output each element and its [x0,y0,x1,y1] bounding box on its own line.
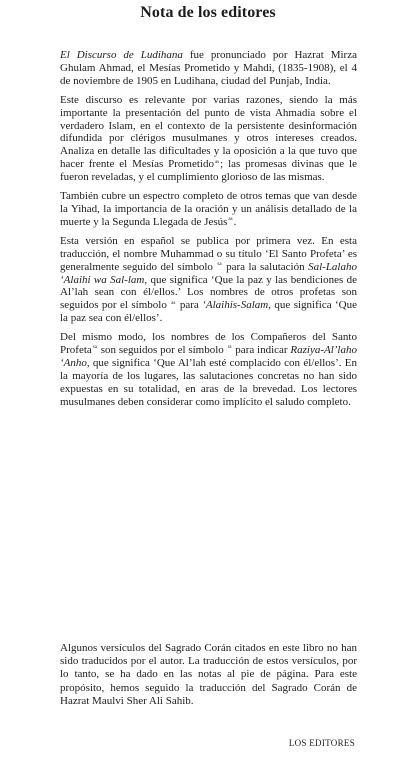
paragraph-4-text-e: , que significa ‘Que la paz sea con él/ellos’. [60,299,357,325]
book-title: El Discurso de Ludihana [60,49,183,61]
salutation-symbol-as: as [214,159,220,165]
paragraph-4-text-c: , que significa ‘Que la paz y las bendiciones de Al’lah sean con él/ellos.’ Los nombres de otros profetas son seguidos por el símbolo [60,273,357,312]
paragraph-5-text-c: para indicar [232,344,291,357]
paragraph-5-text-b: son seguidos por el símbolo [97,344,227,357]
page-title: Nota de los editores [140,4,276,21]
paragraph-5-text-d: , que significa ‘Que Al’lah esté complacido con él/ellos’. En la mayoría de los lugares, las salutaciones concretas no han sido expuestas en su totalidad, en aras de la brevedad. Los lectores musulmanes deben considerar como implícito el saludo completo. [60,356,357,408]
salutation-symbol-as: as [171,300,176,306]
paragraph-4-text-b: para la salutación [222,260,309,273]
editors-signature: LOS EDITORES [288,738,355,748]
salutation-symbol-ra: ra [227,345,232,351]
paragraph-1 [60,49,357,88]
salutation-phrase-saw: Sal-Lalaho ‘Alaihi wa Sal-lam [60,260,357,286]
paragraph-5-text-a: Del mismo modo, los nombres de los Compañeros del Santo Profeta [60,331,357,357]
paragraph-2-text-a: Este discurso es relevante por varias razones, siendo la más importante la presentación del punto de vista Ahmadía sobre el verdadero Islam, en el contexto de la persistente desinformación difundida por clérigos musulmanes y otros intereses creados. Analiza en detalle las dificultades y la oposición a la que tuvo que hacer frente el Mesías Prometido [60,93,357,171]
paragraph-3-text-b: . [233,215,237,228]
salutation-symbol-saw: sa [217,261,222,267]
paragraph-4-text-a: Esta versión en español se publica por primera vez. En esta traducción, el nombre Muhammad o su título ‘El Santo Profeta’ es generalmente seguido del símbolo [60,234,357,273]
editors-note-body [60,49,357,409]
salutation-symbol-as: as [228,217,233,223]
quran-translation-note: Algunos versículos del Sagrado Corán citados en este libro no han sido traducidos por el autor. La traducción de estos versículos, por lo tanto, se ha dado en las notas al pie de página. Para este propósito, hemos seguido la traducción del Sagrado Corán de Hazrat Maulvi Sher Ali Sahib. [60,642,357,707]
paragraph-5 [60,331,357,408]
salutation-symbol-saw: sa [92,345,97,351]
paragraph-4-text-d: para [176,299,203,312]
paragraph-3 [60,190,357,229]
paragraph-2-text-b: ; las promesas divinas que le fueron reveladas, y el cumplimiento glorioso de las mismas. [60,158,357,184]
paragraph-4 [60,235,357,325]
paragraph-3-text-a: También cubre un espectro completo de otros temas que van desde la Yihad, la importancia de la oración y un análisis detallado de la muerte y la Segunda Llegada de Jesús [60,190,357,228]
salutation-phrase-as: ‘Alaihis-Salam [202,299,269,312]
paragraph-1-text: fue pronunciado por Hazrat Mirza Ghulam Ahmad, el Mesías Prometido y Mahdi, (1835-1908), el 4 de noviembre de 1905 en Ludihana, ciudad del Punjab, India. [60,49,357,87]
salutation-phrase-ra: Raziya-Al’laho ‘Anho [60,344,357,369]
paragraph-2 [60,94,357,184]
